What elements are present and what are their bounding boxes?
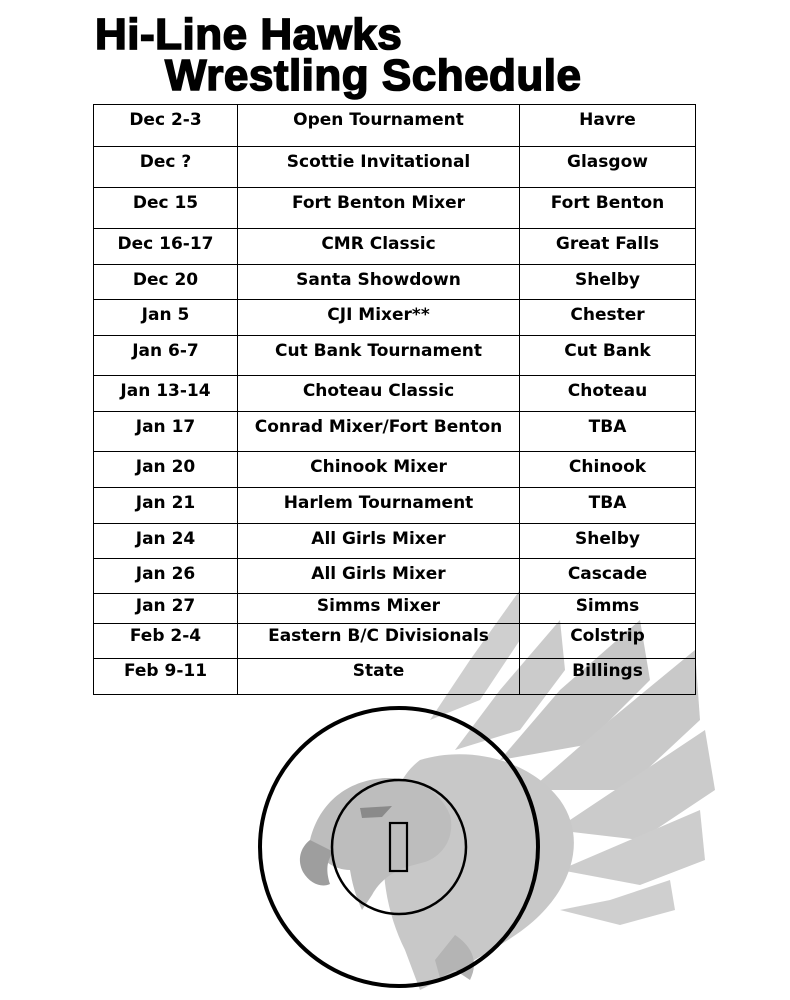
event-cell: CJI Mixer** xyxy=(238,300,520,336)
schedule-row xyxy=(94,265,696,300)
location-cell: Chinook xyxy=(520,452,696,488)
location-cell: Billings xyxy=(520,659,696,695)
event-cell: Eastern B/C Divisionals xyxy=(238,624,520,659)
date-cell: Jan 26 xyxy=(94,559,238,594)
event-cell: Fort Benton Mixer xyxy=(238,188,520,229)
location-cell: TBA xyxy=(520,488,696,524)
date-cell: Jan 17 xyxy=(94,412,238,452)
event-cell: Cut Bank Tournament xyxy=(238,336,520,376)
date-cell: Dec 20 xyxy=(94,265,238,300)
event-cell: All Girls Mixer xyxy=(238,524,520,559)
schedule-row xyxy=(94,188,696,229)
event-cell: Simms Mixer xyxy=(238,594,520,624)
location-cell: Simms xyxy=(520,594,696,624)
date-cell: Jan 13-14 xyxy=(94,376,238,412)
event-cell: Open Tournament xyxy=(238,105,520,147)
date-cell: Dec 16-17 xyxy=(94,229,238,265)
schedule-row xyxy=(94,524,696,559)
schedule-row xyxy=(94,594,696,624)
event-cell: All Girls Mixer xyxy=(238,559,520,594)
schedule-row xyxy=(94,147,696,188)
schedule-row xyxy=(94,105,696,147)
location-cell: Havre xyxy=(520,105,696,147)
schedule-row xyxy=(94,336,696,376)
schedule-row xyxy=(94,376,696,412)
schedule-row xyxy=(94,300,696,336)
date-cell: Jan 5 xyxy=(94,300,238,336)
location-cell: Shelby xyxy=(520,265,696,300)
schedule-row xyxy=(94,624,696,659)
schedule-row xyxy=(94,229,696,265)
date-cell: Jan 20 xyxy=(94,452,238,488)
location-cell: Chester xyxy=(520,300,696,336)
event-cell: Chinook Mixer xyxy=(238,452,520,488)
title-line-1: Hi-Line Hawks xyxy=(95,10,403,59)
date-cell: Dec ? xyxy=(94,147,238,188)
date-cell: Feb 2-4 xyxy=(94,624,238,659)
schedule-row xyxy=(94,488,696,524)
location-cell: Choteau xyxy=(520,376,696,412)
location-cell: Shelby xyxy=(520,524,696,559)
title-line-2: Wrestling Schedule xyxy=(165,51,582,100)
location-cell: Cut Bank xyxy=(520,336,696,376)
date-cell: Jan 6-7 xyxy=(94,336,238,376)
location-cell: Glasgow xyxy=(520,147,696,188)
schedule-table xyxy=(93,104,696,695)
date-cell: Jan 24 xyxy=(94,524,238,559)
date-cell: Jan 21 xyxy=(94,488,238,524)
event-cell: Santa Showdown xyxy=(238,265,520,300)
date-cell: Jan 27 xyxy=(94,594,238,624)
schedule-row xyxy=(94,559,696,594)
date-cell: Feb 9-11 xyxy=(94,659,238,695)
schedule-row xyxy=(94,412,696,452)
date-cell: Dec 2-3 xyxy=(94,105,238,147)
location-cell: Fort Benton xyxy=(520,188,696,229)
location-cell: Cascade xyxy=(520,559,696,594)
location-cell: TBA xyxy=(520,412,696,452)
event-cell: Choteau Classic xyxy=(238,376,520,412)
location-cell: Colstrip xyxy=(520,624,696,659)
event-cell: Conrad Mixer/Fort Benton xyxy=(238,412,520,452)
schedule-row xyxy=(94,452,696,488)
event-cell: CMR Classic xyxy=(238,229,520,265)
event-cell: Harlem Tournament xyxy=(238,488,520,524)
schedule-row xyxy=(94,659,696,695)
event-cell: Scottie Invitational xyxy=(238,147,520,188)
date-cell: Dec 15 xyxy=(94,188,238,229)
event-cell: State xyxy=(238,659,520,695)
location-cell: Great Falls xyxy=(520,229,696,265)
